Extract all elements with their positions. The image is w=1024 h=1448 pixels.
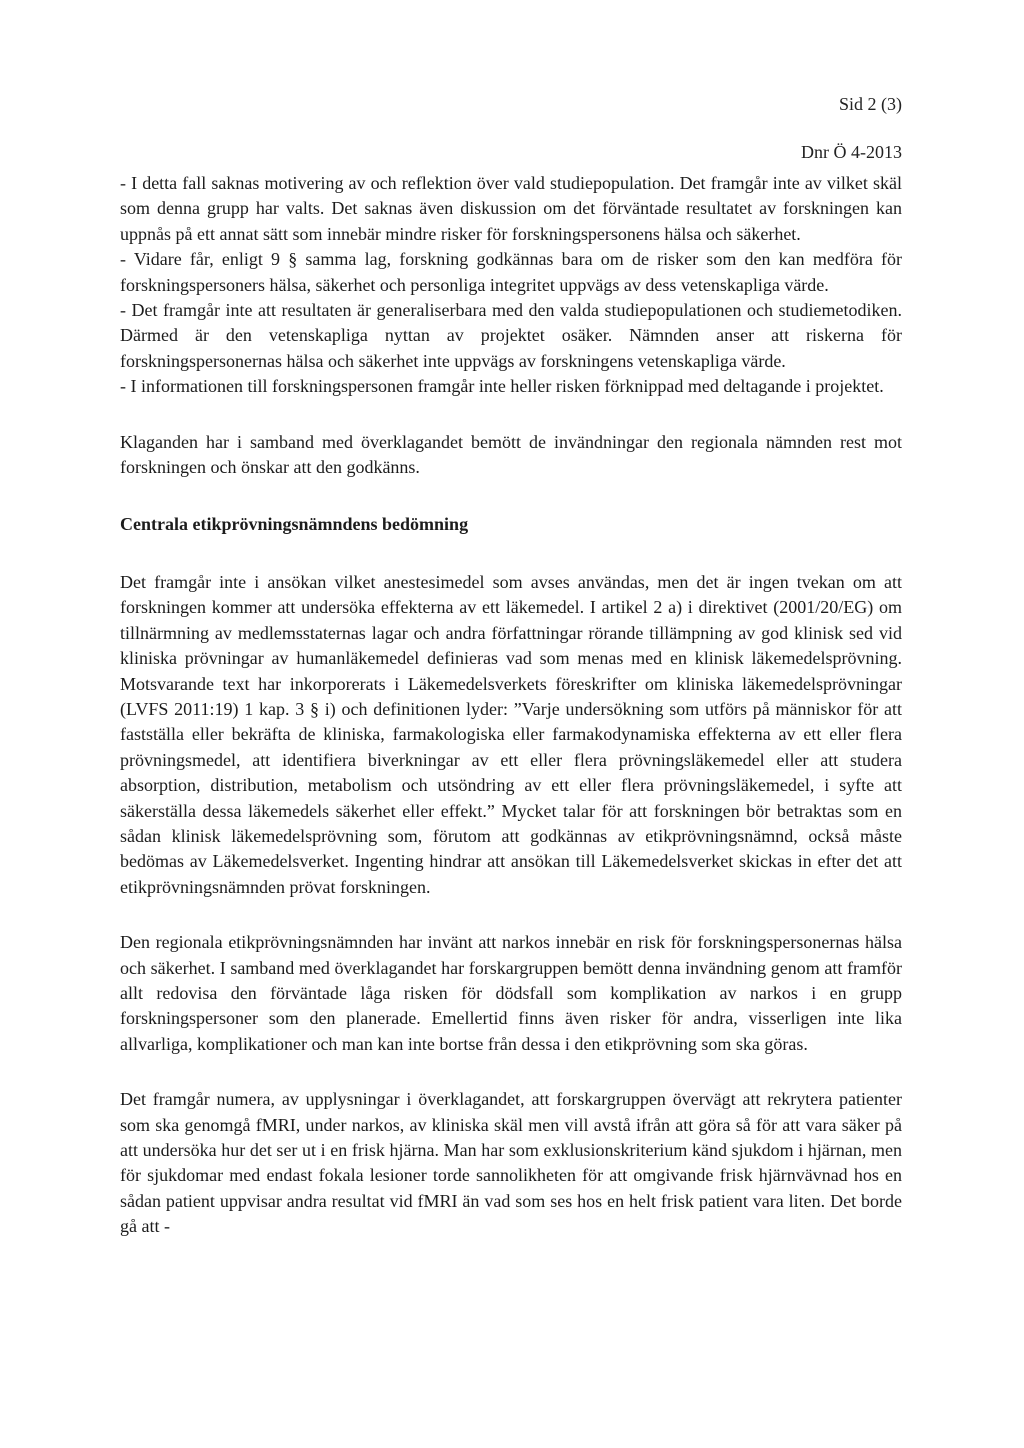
assessment-paragraph: Det framgår inte i ansökan vilket anestesimedel som avses användas, men det är ingen tvekan om att forskningen kommer att undersöka effekterna av ett läkemedel. I artikel 2 a) i direktivet (2001/20/EG) om tillnärmning av medlemsstaternas lagar och andra författningar rörande tillämpning av god klinisk sed vid kliniska prövningar av humanläkemedel definieras vad som menas med en klinisk läkemedelsprövning. Motsvarande text har inkorporerats i Läkemedelsverkets föreskrifter om kliniska läkemedelsprövningar (LVFS 2011:19) 1 kap. 3 § i) och definitionen lyder: ”Varje undersökning som utförs på människor för att fastställa eller bekräfta de kliniska, farmakologiska eller farmakodynamiska effekterna av ett eller flera prövningsmedel, att identifiera biverkningar av ett eller flera prövningsläkemedel eller att studera absorption, distribution, metabolism och utsöndring av ett eller flera prövningsläkemedel, i syfte att säkerställa dessa läkemedels säkerhet eller effekt.” Mycket talar för att forskningen bör betraktas som en sådan klinisk läkemedelsprövning som, förutom att godkännas av etikprövningsnämnd, också måste bedömas av Läkemedelsverket. Ingenting hindrar att ansökan till Läkemedelsverket skickas in efter det att etikprövningsnämnden prövat forskningen.: [120, 571, 902, 897]
assessment-paragraph: Det framgår numera, av upplysningar i överklagandet, att forskargruppen övervägt att rekrytera patienter som ska genomgå fMRI, under narkos, av kliniska skäl men vill avstå ifrån att göra så för att vara säker på att undersöka hur det ser ut i en frisk hjärna. Man har som exklusionskriterium känd sjukdom i hjärnan, men för sjukdomar med endast fokala lesioner torde sannolikheten för att omgivande frisk hjärnvävnad hos en sådan patient uppvisar andra resultat vid fMRI än vad som ses hos en helt frisk patient vara liten. Det borde gå att -: [120, 1089, 902, 1237]
objection-list: [120, 171, 902, 400]
objection-item: - I detta fall saknas motivering av och reflektion över vald studiepopulation. Det framgår inte av vilket skäl som denna grupp har valts. Det saknas även diskussion om det förväntade resultatet av forskningen kan uppnås på ett annat sätt som innebär mindre risker för forskningspersonens hälsa och säkerhet.: [120, 173, 902, 244]
section-heading: Centrala etikprövningsnämndens bedömning: [120, 514, 469, 535]
reference-number: Dnr Ö 4-2013: [801, 142, 902, 162]
objection-item: - I informationen till forskningspersonen framgår inte heller risken förknippad med deltagande i projektet.: [120, 376, 884, 397]
page-number: Sid 2 (3): [839, 94, 902, 114]
objection-item: - Vidare får, enligt 9 § samma lag, forskning godkännas bara om de risker som den kan medföra för forskningspersoners hälsa, säkerhet och personliga integritet uppvägs av dess vetenskapliga värde.: [120, 249, 902, 295]
complainant-paragraph: Klaganden har i samband med överklagandet bemött de invändningar den regionala nämnden rest mot forskningen och önskar att den godkänns.: [120, 431, 902, 478]
document-body: [120, 171, 902, 1240]
objection-item: - Det framgår inte att resultaten är generaliserbara med den valda studiepopulationen och studiemetodiken. Därmed är den vetenskapliga nyttan av projektet osäker. Nämnden anser att riskerna för forskningspersonernas hälsa och säkerhet inte uppvägs av forskningens vetenskapliga värde.: [120, 300, 902, 371]
assessment-paragraph: Den regionala etikprövningsnämnden har invänt att narkos innebär en risk för forskningspersonernas hälsa och säkerhet. I samband med överklagandet har forskargruppen bemött denna invändning genom att framför allt redovisa den förväntade låga risken för dödsfall som komplikation av narkos i en grupp forskningspersoner som den planerade. Emellertid finns även risker för andra, visserligen inte lika allvarliga, komplikationer och man kan inte bortse från dessa i den etikprövning som ska göras.: [120, 932, 902, 1054]
page-header: [801, 80, 902, 176]
